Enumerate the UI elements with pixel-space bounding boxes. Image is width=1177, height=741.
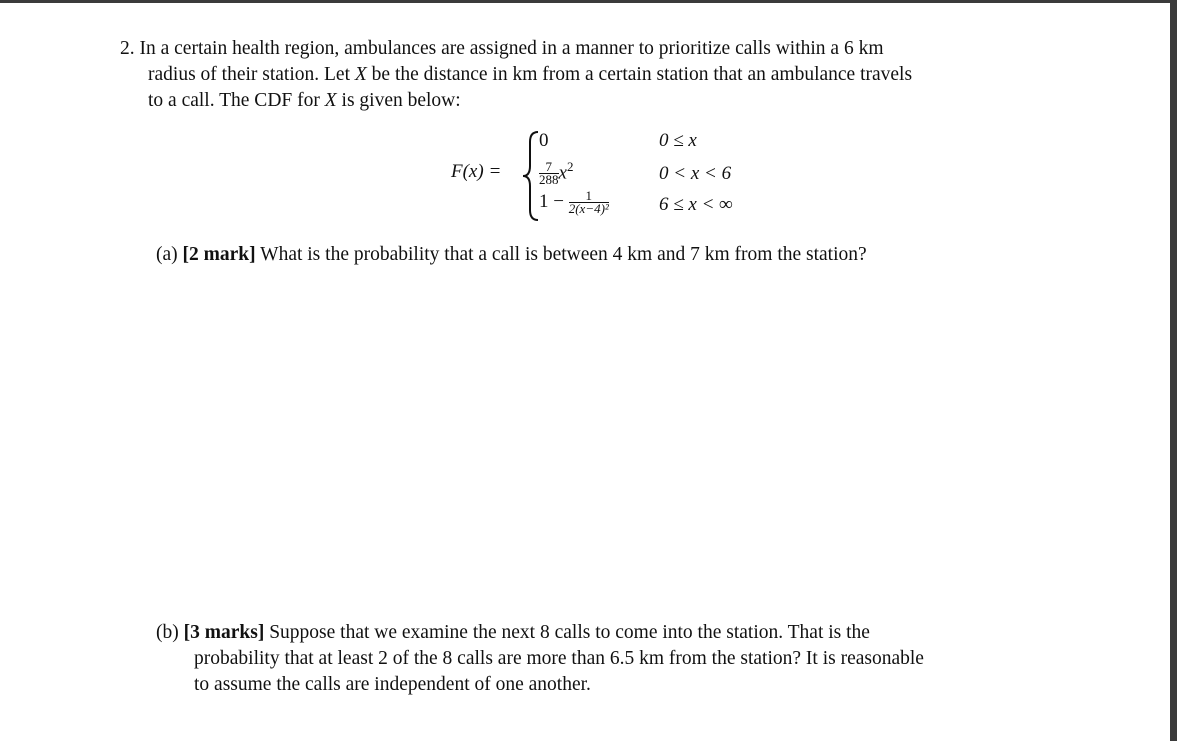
fraction-numerator: 1 [569, 190, 609, 203]
question-intro-text: is given below: [336, 90, 461, 111]
cdf-piece-3-fraction [569, 190, 609, 215]
part-b-label: (b) [156, 622, 179, 643]
variable-x: x [558, 162, 567, 184]
exponent: 2 [566, 159, 574, 174]
part-b-line-1 [156, 620, 870, 646]
part-b-line-3: to assume the calls are independent of one another. [194, 674, 591, 695]
part-a-text: What is the probability that a call is between 4 km and 7 km from the station? [255, 244, 867, 265]
cdf-piece-1-value: 0 [539, 130, 549, 151]
variable-x: X [354, 64, 367, 85]
question-line-3 [148, 88, 461, 114]
cdf-piece-2-value [539, 159, 573, 186]
document-page [0, 3, 1170, 741]
part-b-marks: [3 marks] [183, 622, 265, 643]
cdf-piece-3-value [539, 190, 609, 215]
question-line-2 [148, 62, 912, 88]
cdf-piece-2-fraction [539, 161, 559, 186]
part-a-label: (a) [156, 244, 178, 265]
question-intro-text: radius of their station. Let [148, 64, 355, 85]
part-b-line-2: probability that at least 2 of the 8 calls are more than 6.5 km from the station? It is reasonable [194, 648, 924, 669]
cdf-piece-3-condition: 6 ≤ x < ∞ [659, 194, 733, 215]
question-intro-text: to a call. The CDF for [148, 90, 325, 111]
fraction-numerator: 7 [539, 161, 559, 174]
cdf-lhs: F(x) = [451, 161, 502, 182]
cdf-piece-1-condition: 0 ≤ x [659, 130, 697, 151]
fraction-denominator: 288 [539, 172, 559, 188]
part-b-text-1: Suppose that we examine the next 8 calls to come into the station. That is the [264, 622, 870, 643]
cdf-piece-2-condition: 0 < x < 6 [659, 163, 732, 184]
part-a [156, 242, 867, 268]
part-a-marks: [2 mark] [182, 244, 256, 265]
question-intro-text: be the distance in km from a certain station that an ambulance travels [366, 64, 913, 85]
cdf-piece-3-prefix: 1 − [539, 190, 564, 212]
question-line-1 [120, 36, 883, 62]
variable-x: X [324, 90, 337, 111]
question-number: 2. [120, 38, 135, 59]
question-intro-line-1: In a certain health region, ambulances are assigned in a manner to prioritize calls within a 6 km [139, 38, 884, 59]
fraction-denominator: 2(x−4)² [568, 201, 609, 216]
